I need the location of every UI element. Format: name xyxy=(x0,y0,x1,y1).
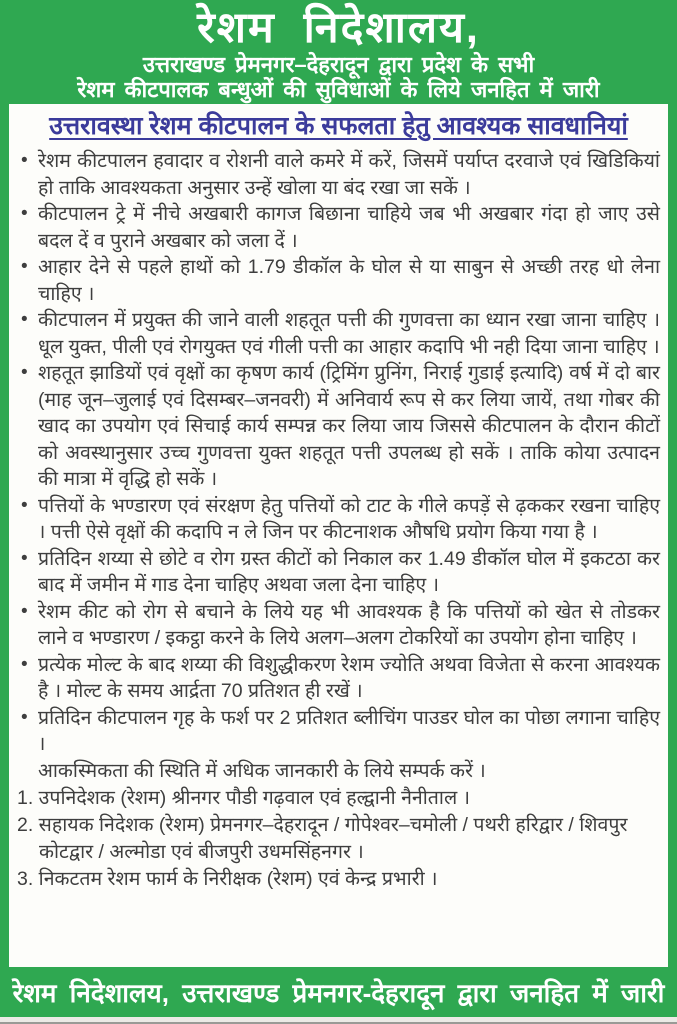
precautions-list xyxy=(17,148,660,758)
header-subtitle-line1: उत्तराखण्ड प्रेमनगर–देहरादून द्वारा प्रदेश के सभी xyxy=(142,52,535,77)
content-panel xyxy=(9,104,668,967)
contact-item: 2. सहायक निदेशक (रेशम) प्रेमनगर–देहरादून / गोपेश्वर–चमोली / पथरी हरिद्वार / शिवपुर कोटद्वार / अल्मोडा एवं बीजपुरी उधमसिंहनगर । xyxy=(17,813,628,863)
precaution-item: • रेशम कीट को रोग से बचाने के लिये यह भी आवश्यक है कि पत्तियों को खेत से तोडकर लाने व भण्डारण / इकट्ठा करने के लिये अलग–अलग टोकरियों का उपयोग होना चाहिए । xyxy=(17,599,660,652)
precaution-item: • रेशम कीटपालन हवादार व रोशनी वाले कमरे में करें, जिसमें पर्याप्त दरवाजे एवं खिडिकियां हो ताकि आवश्यकता अनुसार उन्हें खोला या बंद रखा जा सकें । xyxy=(17,148,660,201)
precaution-item: • आहार देने से पहले हाथों को 1.79 डीकॉल के घोल से या साबुन से अच्छी तरह धो लेना चाहिए । xyxy=(17,254,660,307)
header xyxy=(0,0,677,104)
precaution-item: • शहतूत झाडियों एवं वृक्षों का कृषण कार्य (ट्रिमिंग प्रुनिंग, निराई गुडाई इत्यादि) वर्ष में दो बार (माह जून–जुलाई एवं दिसम्बर–जनवरी) में अनिवार्य रूप से कर लिया जायें, तथा गोबर की खाद का उपयोग एवं सिचाई कार्य सम्पन्न कर लिया जाय जिससे कीटपालन के दौरान कीटों को अवस्थानुसार उच्च गुणवत्ता युक्त शहतूत पत्ती उपलब्ध हो सकें । ताकि कोया उत्पादन की मात्रा में वृद्धि हो सकें । xyxy=(17,360,660,493)
precaution-item: • प्रतिदिन शय्या से छोटे व रोग ग्रस्त कीटों को निकाल कर 1.49 डीकॉल घोल में इकटठा कर बाद में जमीन में गाड देना चाहिए अथवा जला देना चाहिए । xyxy=(17,546,660,599)
bottom-edge-strip xyxy=(0,1017,677,1024)
contact-item: 3. निकटतम रेशम फार्म के निरीक्षक (रेशम) एवं केन्द्र प्रभारी । xyxy=(17,867,438,890)
contact-intro: आकस्मिकता की स्थिति में अधिक जानकारी के लिये सम्पर्क करें । xyxy=(38,759,486,782)
header-subtitle-line2: रेशम कीटपालक बन्धुओं की सुविधाओं के लिये जनहित में जारी xyxy=(77,77,600,102)
precaution-item: • पत्तियों के भण्डारण एवं संरक्षण हेतु पत्तियों को टाट के गीले कपड़ें से ढ़ककर रखना चाहिए । पत्ती ऐसे वृक्षों की कदापि न ले जिन पर कीटनाशक औषधि प्रयोग किया गया है । xyxy=(17,493,660,546)
section-title: उत्तरावस्था रेशम कीटपालन के सफलता हेतु आवश्यक सावधानियां xyxy=(49,112,628,140)
page-title: रेशम निदेशालय, xyxy=(197,4,480,52)
footer xyxy=(0,967,677,1017)
contact-list xyxy=(17,785,660,893)
precaution-item: • कीटपालन में प्रयुक्त की जाने वाली शहतूत पत्ती की गुणवत्ता का ध्यान रखा जाना चाहिए । धूल युक्त, पीली एवं रोगयुक्त एवं गीली पत्ती का आहार कदापि भी नही दिया जाना चाहिए । xyxy=(17,307,660,360)
footer-text: रेशम निदेशालय, उत्तराखण्ड प्रेमनगर-देहरादून द्वारा जनहित में जारी xyxy=(12,978,665,1008)
precaution-item: • प्रतिदिन कीटपालन गृह के फर्श पर 2 प्रतिशत ब्लीचिंग पाउडर घोल का पोछा लगाना चाहिए । xyxy=(17,705,660,758)
precaution-item: • प्रत्येक मोल्ट के बाद शय्या की विशुद्धीकरण रेशम ज्योति अथवा विजेता से करना आवश्यक है । मोल्ट के समय आर्द्रता 70 प्रतिशत ही रखें । xyxy=(17,652,660,705)
precaution-item: • कीटपालन ट्रे में नीचे अखबारी कागज बिछाना चाहिये जब भी अखबार गंदा हो जाए उसे बदल दें व पुराने अखबार को जला दें । xyxy=(17,201,660,254)
contact-item: 1. उपनिदेशक (रेशम) श्रीनगर पौडी गढ़वाल एवं हल्द्वानी नैनीताल । xyxy=(17,786,470,809)
